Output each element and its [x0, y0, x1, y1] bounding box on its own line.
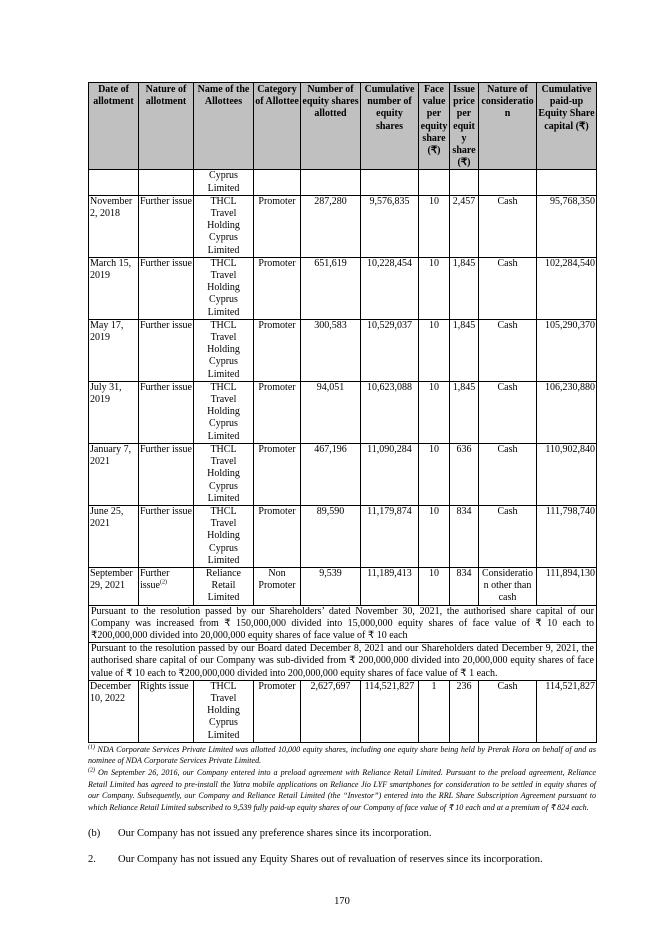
- table-cell: [89, 567, 139, 605]
- paragraph-label: 2.: [88, 854, 96, 866]
- table-cell: [139, 381, 194, 443]
- table-cell: [254, 381, 301, 443]
- table-cell: [254, 505, 301, 567]
- cell-text: Further issue: [140, 567, 170, 592]
- table-cell: [194, 505, 254, 567]
- cell-text: Promoter: [258, 680, 296, 692]
- table-cell: [89, 170, 139, 195]
- table-cell: [139, 505, 194, 567]
- cell-text: Further issue: [140, 505, 192, 517]
- cell-text: Reliance Retail Limited: [206, 567, 241, 604]
- cell-text: 287,280: [314, 195, 347, 207]
- paragraph-2: [88, 853, 596, 866]
- table-cell: [194, 319, 254, 381]
- cell-text: May 17, 2019: [90, 319, 124, 344]
- cell-text: THCL Travel Holding Cyprus Limited: [207, 680, 240, 741]
- cell-text: Pursuant to the resolution passed by our Shareholders’ dated November 30, 2021, the authorised share capital of our Company was increased from ₹ 150,000,000 divided into 15,000,000 equity shares of face value of ₹ 10 each to ₹200,000,000 divided into 20,000,000 equity shares of face value of ₹ 10 each: [91, 605, 594, 641]
- cell-text: Consideration other than cash: [481, 567, 534, 604]
- cell-text: THCL Travel Holding Cyprus Limited: [207, 443, 240, 504]
- table-cell: [194, 170, 254, 195]
- table-cell: [301, 195, 361, 257]
- cell-text: Cash: [497, 257, 518, 269]
- cell-text: 636: [456, 443, 472, 455]
- table-row: [89, 195, 597, 257]
- cell-text: THCL Travel Holding Cyprus Limited: [207, 319, 240, 380]
- column-header: Nature of allotment: [139, 83, 194, 170]
- table-cell: [450, 505, 479, 567]
- table-cell: [254, 319, 301, 381]
- cell-text: 467,196: [314, 443, 347, 455]
- cell-text: 111,798,740: [545, 505, 595, 517]
- cell-text: Further issue: [140, 257, 192, 269]
- table-cell: [419, 567, 450, 605]
- table-cell: [89, 505, 139, 567]
- cell-text: 10: [429, 505, 439, 517]
- footnote-2: [88, 767, 596, 813]
- cell-text: Further issue: [140, 381, 192, 393]
- cell-text: 89,590: [316, 505, 345, 517]
- cell-text: 10,228,454: [367, 257, 412, 269]
- footnote-mark: (2): [88, 767, 95, 774]
- cell-text: 9,539: [319, 567, 342, 579]
- table-cell: [537, 195, 597, 257]
- share-capital-history-table: [88, 82, 597, 743]
- table-header-row: [89, 83, 597, 170]
- table-cell: [361, 505, 419, 567]
- cell-text: 10: [429, 567, 439, 579]
- cell-text: 11,090,284: [367, 443, 412, 455]
- table-row: [89, 381, 597, 443]
- table-row: [89, 319, 597, 381]
- footnote-mark: (1): [88, 744, 95, 751]
- table-row: [89, 170, 597, 195]
- table-cell: [301, 680, 361, 742]
- table-cell: [450, 680, 479, 742]
- column-header: Category of Allottee: [254, 83, 301, 170]
- table-cell: [479, 505, 537, 567]
- table-cell: [450, 381, 479, 443]
- column-header: Cumulative number of equity shares: [361, 83, 419, 170]
- cell-text: 10: [429, 443, 439, 455]
- cell-text: 105,290,370: [545, 319, 595, 331]
- cell-text: Cash: [497, 381, 518, 393]
- table-cell: [89, 319, 139, 381]
- table-cell: [139, 257, 194, 319]
- page-number: 170: [334, 896, 350, 908]
- cell-text: Pursuant to the resolution passed by our Board dated December 8, 2021 and our Shareholders dated December 9, 2021, the authorised share capital of our Company was sub-divided from ₹ 200,000,000 divided into 20,000,000 equity shares of face value of ₹ 10 each to ₹200,000,000 divided into 200,000,000 equity shares of face value of ₹ 1 each.: [91, 643, 594, 679]
- table-cell: [479, 443, 537, 505]
- table-cell: [301, 567, 361, 605]
- table-cell: [419, 195, 450, 257]
- cell-text: Cyprus Limited: [207, 170, 240, 194]
- cell-text: Further issue: [140, 443, 192, 455]
- paragraph-label: (b): [88, 828, 101, 840]
- table-cell: [361, 567, 419, 605]
- paragraph-text: Our Company has not issued any preference shares since its incorporation.: [118, 828, 432, 840]
- cell-text: November 2, 2018: [90, 195, 133, 220]
- cell-text: THCL Travel Holding Cyprus Limited: [207, 505, 240, 566]
- cell-text: 11,179,874: [367, 505, 412, 517]
- cell-text: Further issue: [140, 195, 192, 207]
- table-cell: [139, 443, 194, 505]
- cell-text: 300,583: [314, 319, 347, 331]
- column-header: Number of equity shares allotted: [301, 83, 361, 170]
- table-cell: [361, 443, 419, 505]
- table-row: [89, 567, 597, 605]
- table-note-row: [89, 643, 597, 681]
- table-cell: [419, 381, 450, 443]
- paragraph-text: Our Company has not issued any Equity Shares out of revaluation of reserves since its incorporation.: [118, 854, 543, 866]
- table-cell: [139, 170, 194, 195]
- column-header: Date of allotment: [89, 83, 139, 170]
- column-header: Cumulative paid-up Equity Share capital (₹): [537, 83, 597, 170]
- table-cell: [301, 443, 361, 505]
- column-header: Name of the Allottees: [194, 83, 254, 170]
- cell-text: 2,457: [452, 195, 476, 207]
- table-cell: [254, 443, 301, 505]
- table-row: [89, 257, 597, 319]
- table-cell: [479, 381, 537, 443]
- cell-text: Cash: [497, 680, 518, 692]
- table-cell: [450, 319, 479, 381]
- cell-text: 236: [456, 680, 472, 692]
- table-cell: [479, 195, 537, 257]
- column-header: Face value per equity share (₹): [419, 83, 450, 170]
- table-cell: [194, 443, 254, 505]
- cell-text: 114,521,827: [364, 680, 415, 692]
- table-cell: [139, 680, 194, 742]
- cell-text: 1: [431, 680, 437, 692]
- cell-text: Further issue: [140, 319, 192, 331]
- cell-text: 10: [429, 257, 439, 269]
- cell-text: July 31, 2019: [90, 381, 122, 406]
- table-cell: [361, 195, 419, 257]
- table-cell: [254, 170, 301, 195]
- cell-text: 10: [429, 195, 439, 207]
- cell-text: Promoter: [258, 257, 296, 269]
- table-cell: [301, 319, 361, 381]
- table-row: [89, 443, 597, 505]
- cell-text: 102,284,540: [545, 257, 595, 269]
- cell-text: 9,576,835: [369, 195, 410, 207]
- cell-text: Cash: [497, 443, 518, 455]
- table-cell: [301, 381, 361, 443]
- cell-text: THCL Travel Holding Cyprus Limited: [207, 257, 240, 318]
- cell-text: 1,845: [452, 257, 476, 269]
- cell-text: THCL Travel Holding Cyprus Limited: [207, 381, 240, 442]
- table-cell: [194, 680, 254, 742]
- table-cell: [537, 505, 597, 567]
- cell-text: June 25, 2021: [90, 505, 124, 530]
- table-cell: [89, 443, 139, 505]
- table-note-row: [89, 605, 597, 643]
- table-cell: [537, 443, 597, 505]
- footnotes: [88, 744, 596, 814]
- cell-text: March 15, 2019: [90, 257, 132, 282]
- paragraph-b: [88, 827, 596, 840]
- table-cell: [89, 643, 597, 681]
- table-cell: [479, 567, 537, 605]
- cell-text: 111,894,130: [545, 567, 595, 579]
- table-cell: [419, 505, 450, 567]
- cell-text: Promoter: [258, 505, 296, 517]
- cell-text: 651,619: [314, 257, 347, 269]
- cell-text: 10,623,088: [367, 381, 412, 393]
- footnote-mark: (2): [160, 579, 167, 586]
- cell-text: 110,902,840: [545, 443, 595, 455]
- column-header: Nature of consideration: [479, 83, 537, 170]
- cell-text: 1,845: [452, 381, 476, 393]
- footnote-text: On September 26, 2016, our Company entered into a preload agreement with Reliance Retail Limited. Pursuant to the preload agreement, Reliance Retail Limited has agreed to pre-install the Yatra mobile applications on Reliance Jio LYF smartphones for consideration to be settled in equity shares of our Company. Subsequently, our Company and Reliance Retail Limited (the “Investor”) entered into the RRL Share Subscription Agreement pursuant to which Reliance Retail Limited subscribed to 9,539 fully paid-up equity shares of our Company of face value of ₹ 10 each and at a premium of ₹ 824 each.: [88, 767, 596, 812]
- cell-text: 95,768,350: [550, 195, 595, 207]
- cell-text: 834: [456, 567, 472, 579]
- cell-text: Promoter: [258, 195, 296, 207]
- cell-text: 10,529,037: [367, 319, 412, 331]
- table-cell: [537, 680, 597, 742]
- cell-text: 2,627,697: [310, 680, 351, 692]
- table-cell: [194, 567, 254, 605]
- table-cell: [301, 170, 361, 195]
- cell-text: Cash: [497, 505, 518, 517]
- table-cell: [479, 170, 537, 195]
- table-cell: [361, 319, 419, 381]
- cell-text: Promoter: [258, 319, 296, 331]
- table-cell: [361, 257, 419, 319]
- table-cell: [194, 195, 254, 257]
- footnote-1: [88, 744, 596, 767]
- table-cell: [254, 195, 301, 257]
- cell-text: Cash: [497, 319, 518, 331]
- cell-text: 114,521,827: [545, 680, 595, 692]
- cell-text: Rights issue: [140, 680, 189, 692]
- table-cell: [537, 381, 597, 443]
- table-row: [89, 680, 597, 742]
- cell-text: THCL Travel Holding Cyprus Limited: [207, 195, 240, 256]
- table-cell: [361, 680, 419, 742]
- cell-text: Cash: [497, 195, 518, 207]
- table-cell: [419, 257, 450, 319]
- cell-text: Promoter: [258, 443, 296, 455]
- column-header: Issue price per equity share (₹): [450, 83, 479, 170]
- cell-text: 106,230,880: [545, 381, 595, 393]
- table-cell: [450, 170, 479, 195]
- cell-text: December 10, 2022: [90, 680, 132, 704]
- table-cell: [419, 443, 450, 505]
- table-cell: [301, 505, 361, 567]
- table-cell: [139, 567, 194, 605]
- table-cell: [361, 381, 419, 443]
- table-cell: [479, 319, 537, 381]
- table-cell: [537, 567, 597, 605]
- cell-text: 834: [456, 505, 472, 517]
- table-cell: [450, 567, 479, 605]
- cell-text: January 7, 2021: [90, 443, 132, 468]
- table-cell: [479, 257, 537, 319]
- table-row: [89, 505, 597, 567]
- table-cell: [194, 381, 254, 443]
- table-cell: [254, 680, 301, 742]
- table-cell: [89, 605, 597, 643]
- cell-text: 10: [429, 381, 439, 393]
- table-cell: [254, 567, 301, 605]
- table-cell: [139, 195, 194, 257]
- table-cell: [537, 257, 597, 319]
- cell-text: 10: [429, 319, 439, 331]
- table-cell: [419, 170, 450, 195]
- table-cell: [301, 257, 361, 319]
- table-cell: [450, 195, 479, 257]
- table-cell: [194, 257, 254, 319]
- table-cell: [479, 680, 537, 742]
- table-cell: [89, 257, 139, 319]
- cell-text: 1,845: [452, 319, 476, 331]
- cell-text: 94,051: [316, 381, 345, 393]
- cell-text: Non Promoter: [258, 567, 296, 592]
- table-cell: [89, 381, 139, 443]
- table-cell: [419, 319, 450, 381]
- footnote-text: NDA Corporate Services Private Limited was allotted 10,000 equity shares, including one equity share being held by Prerak Hora on behalf of and as nominee of NDA Corporate Services Private Limited.: [88, 744, 596, 766]
- table-cell: [450, 443, 479, 505]
- table-cell: [537, 319, 597, 381]
- table-cell: [361, 170, 419, 195]
- table-cell: [89, 680, 139, 742]
- table-cell: [419, 680, 450, 742]
- table-cell: [450, 257, 479, 319]
- table-cell: [139, 319, 194, 381]
- cell-text: 11,189,413: [367, 567, 412, 579]
- table-cell: [89, 195, 139, 257]
- table-cell: [254, 257, 301, 319]
- table-cell: [537, 170, 597, 195]
- cell-text: September 29, 2021: [90, 567, 133, 592]
- cell-text: Promoter: [258, 381, 296, 393]
